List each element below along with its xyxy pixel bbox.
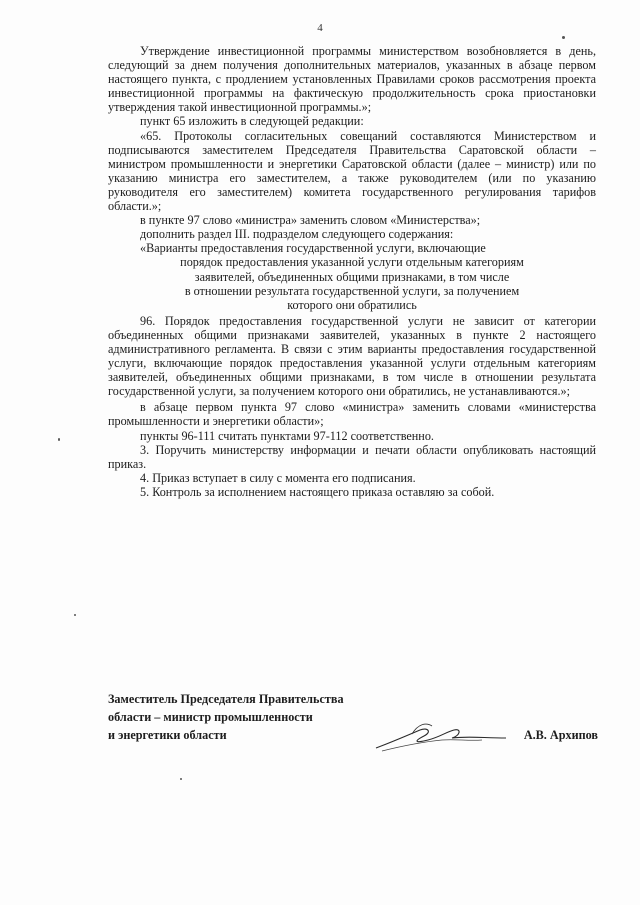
scan-speck [58, 438, 60, 441]
subsection-heading-line: в отношении результата государственной услуги, за получением [184, 283, 520, 298]
paragraph: 4. Приказ вступает в силу с момента его подписания. [140, 470, 416, 485]
paragraph: 96. Порядок предоставления государственной услуги не зависит от категории объединенных общими признаками заявителей, указанных в пункте 2 настоящего административного регламента. В связи с этим варианты предоставления государственной услуги, включающие порядок предоставления указанной услуги отдельным категориям заявителей, объединенных общими признаками, в том числе в отношении результата государственной услуги, за получением которого они обратились, не устанавливаются.»; [108, 313, 596, 399]
paragraph: 3. Поручить министерству информации и печати области опубликовать настоящий приказ. [108, 442, 596, 471]
signatory-title-line: Заместитель Председателя Правительства [108, 692, 344, 706]
paragraph: Утверждение инвестиционной программы министерством возобновляется в день, следующий за днем получения дополнительных материалов, указанных в абзаце первом настоящего пункта, с продлением установленных Правилами сроков рассмотрения проекта инвестиционной программы на фактическую продолжительность срока приостановки утверждения такой инвестиционной программы.»; [108, 44, 596, 115]
subsection-heading-line: которого они обратились [287, 297, 417, 312]
subsection-heading-line: порядок предоставления указанной услуги отдельным категориям [180, 255, 524, 270]
signature-block [108, 690, 598, 744]
scan-speck [74, 614, 76, 616]
paragraph: в абзаце первом пункта 97 слово «министра» заменить словами «министерства промышленности и энергетики области»; [108, 400, 596, 429]
paragraph: «65. Протоколы согласительных совещаний составляются Министерством и подписываются заместителем Председателя Правительства Саратовской области – министром промышленности и энергетики Саратовской области (далее – министр) или по указанию министра его заместителем, а также руководителем (или по указанию руководителя его заместителем) комитета государственного регулирования тарифов области.»; [108, 128, 596, 214]
document-body [108, 44, 596, 499]
paragraph: в пункте 97 слово «министра» заменить словом «Министерства»; [140, 213, 481, 228]
signatory-name: А.В. Архипов [523, 728, 598, 742]
scan-speck [180, 778, 182, 780]
paragraph: дополнить раздел III. подразделом следующего содержания: [140, 227, 454, 242]
paragraph: пункт 65 изложить в следующей редакции: [140, 114, 364, 129]
signatory-title-line: области – министр промышленности [108, 710, 313, 724]
signatory-title-line: и энергетики области [108, 728, 227, 742]
subsection-heading-line: заявителей, объединенных общими признаками, в том числе [194, 269, 510, 284]
paragraph: пункты 96-111 считать пунктами 97-112 соответственно. [140, 428, 434, 443]
scan-speck [562, 36, 565, 39]
handwritten-signature [372, 718, 512, 754]
paragraph: 5. Контроль за исполнением настоящего приказа оставляю за собой. [140, 484, 495, 499]
page-number: 4 [317, 22, 323, 34]
subsection-heading-line: «Варианты предоставления государственной услуги, включающие [140, 241, 486, 256]
